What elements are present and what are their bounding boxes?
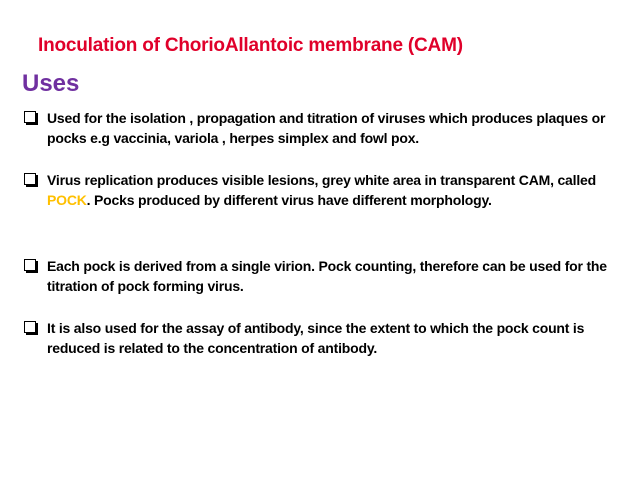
slide-title: Inoculation of ChorioAllantoic membrane (CAM) <box>38 35 463 56</box>
square-bullet-icon <box>24 321 36 333</box>
bullet-item-isolation <box>24 108 624 148</box>
square-bullet-icon <box>24 259 36 271</box>
bullet-text: Used for the isolation , propagation and titration of viruses which produces plaques or pocks e.g vaccinia, variola , herpes simplex and fowl pox. <box>47 110 606 146</box>
bullet-text-after: . Pocks produced by different virus have different morphology. <box>86 192 492 208</box>
bullet-item-pock <box>24 170 624 210</box>
section-heading: Uses <box>22 70 80 97</box>
bullet-item-pock-counting <box>24 256 624 296</box>
square-bullet-icon <box>24 173 36 185</box>
pock-highlight: POCK <box>47 192 87 208</box>
bullet-text: It is also used for the assay of antibody, since the extent to which the pock count is reduced is related to the concentration of antibody. <box>47 320 585 356</box>
square-bullet-icon <box>24 111 36 123</box>
bullet-text: Each pock is derived from a single virion. Pock counting, therefore can be used for the titration of pock forming virus. <box>47 258 607 294</box>
bullet-item-antibody-assay <box>24 318 624 358</box>
bullet-text-before: Virus replication produces visible lesions, grey white area in transparent CAM, called <box>47 172 596 188</box>
bullet-list <box>24 108 624 358</box>
